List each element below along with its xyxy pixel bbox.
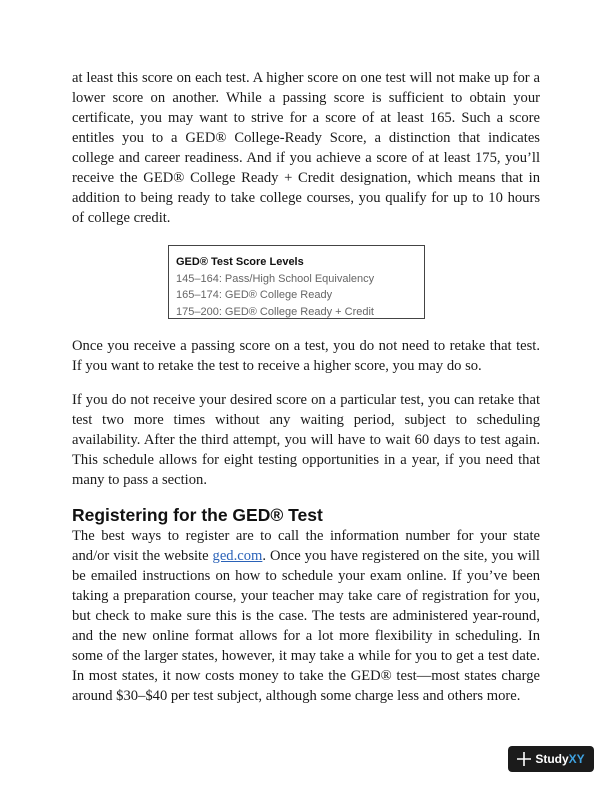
ged-website-link[interactable]: ged.com bbox=[212, 548, 263, 564]
paragraph-score-intro: at least this score on each test. A higher score on one test will not make up for a lower score on another. While a passing score is sufficient to obtain your certificate, you may want to strive for a score of at least 165. Such a score entitles you to a GED® College-Ready Score, a distinction that indicates college and career readiness. And if you achieve a score of at least 175, you’ll receive the GED® College Ready + Credit designation, which means that in addition to being ready to take college courses, you qualify for up to 10 hours of college credit. bbox=[72, 70, 540, 226]
paragraph-retake-schedule: If you do not receive your desired score on a particular test, you can retake that test two more times without any waiting period, subject to scheduling availability. After the third attempt, you will have to wait 60 days to test again. This schedule allows for eight testing opportunities in a year, if you need that many to pass a section. bbox=[72, 392, 540, 488]
registering-text-after: . Once you have registered on the site, you will be emailed instructions on how to schedule your exam online. If you’ve been taking a preparation course, your teacher may take care of registration for you, but check to make sure this is the case. The tests are administered year-round, and the new online format allows for a lot more flexibility in scheduling. In some of the larger states, however, it may take a while for you to get a test date. In most states, it now costs money to take the GED® test—most states charge around $30–$40 per test subject, although some charge less and others more. bbox=[72, 548, 540, 704]
score-level-college-ready: 165–174: GED® College Ready bbox=[176, 289, 333, 301]
paragraph-registering bbox=[72, 526, 540, 706]
section-heading-registering: Registering for the GED® Test bbox=[72, 505, 323, 525]
score-levels-box bbox=[168, 245, 425, 319]
plus-sparkle-icon bbox=[517, 752, 531, 766]
studyxy-badge[interactable] bbox=[508, 746, 594, 772]
score-levels-title: GED® Test Score Levels bbox=[176, 256, 304, 268]
page-content bbox=[72, 68, 540, 706]
registering-text-before: The best ways to register are to call the information number for your state and/or visit the website bbox=[72, 528, 540, 564]
paragraph-retake-info: Once you receive a passing score on a test, you do not need to retake that test. If you want to retake the test to receive a higher score, you may do so. bbox=[72, 338, 540, 374]
score-level-college-credit: 175–200: GED® College Ready + Credit bbox=[176, 305, 374, 318]
badge-brand-main: Study bbox=[535, 752, 569, 766]
badge-brand-accent: XY bbox=[568, 752, 585, 766]
score-level-pass: 145–164: Pass/High School Equivalency bbox=[176, 272, 375, 285]
